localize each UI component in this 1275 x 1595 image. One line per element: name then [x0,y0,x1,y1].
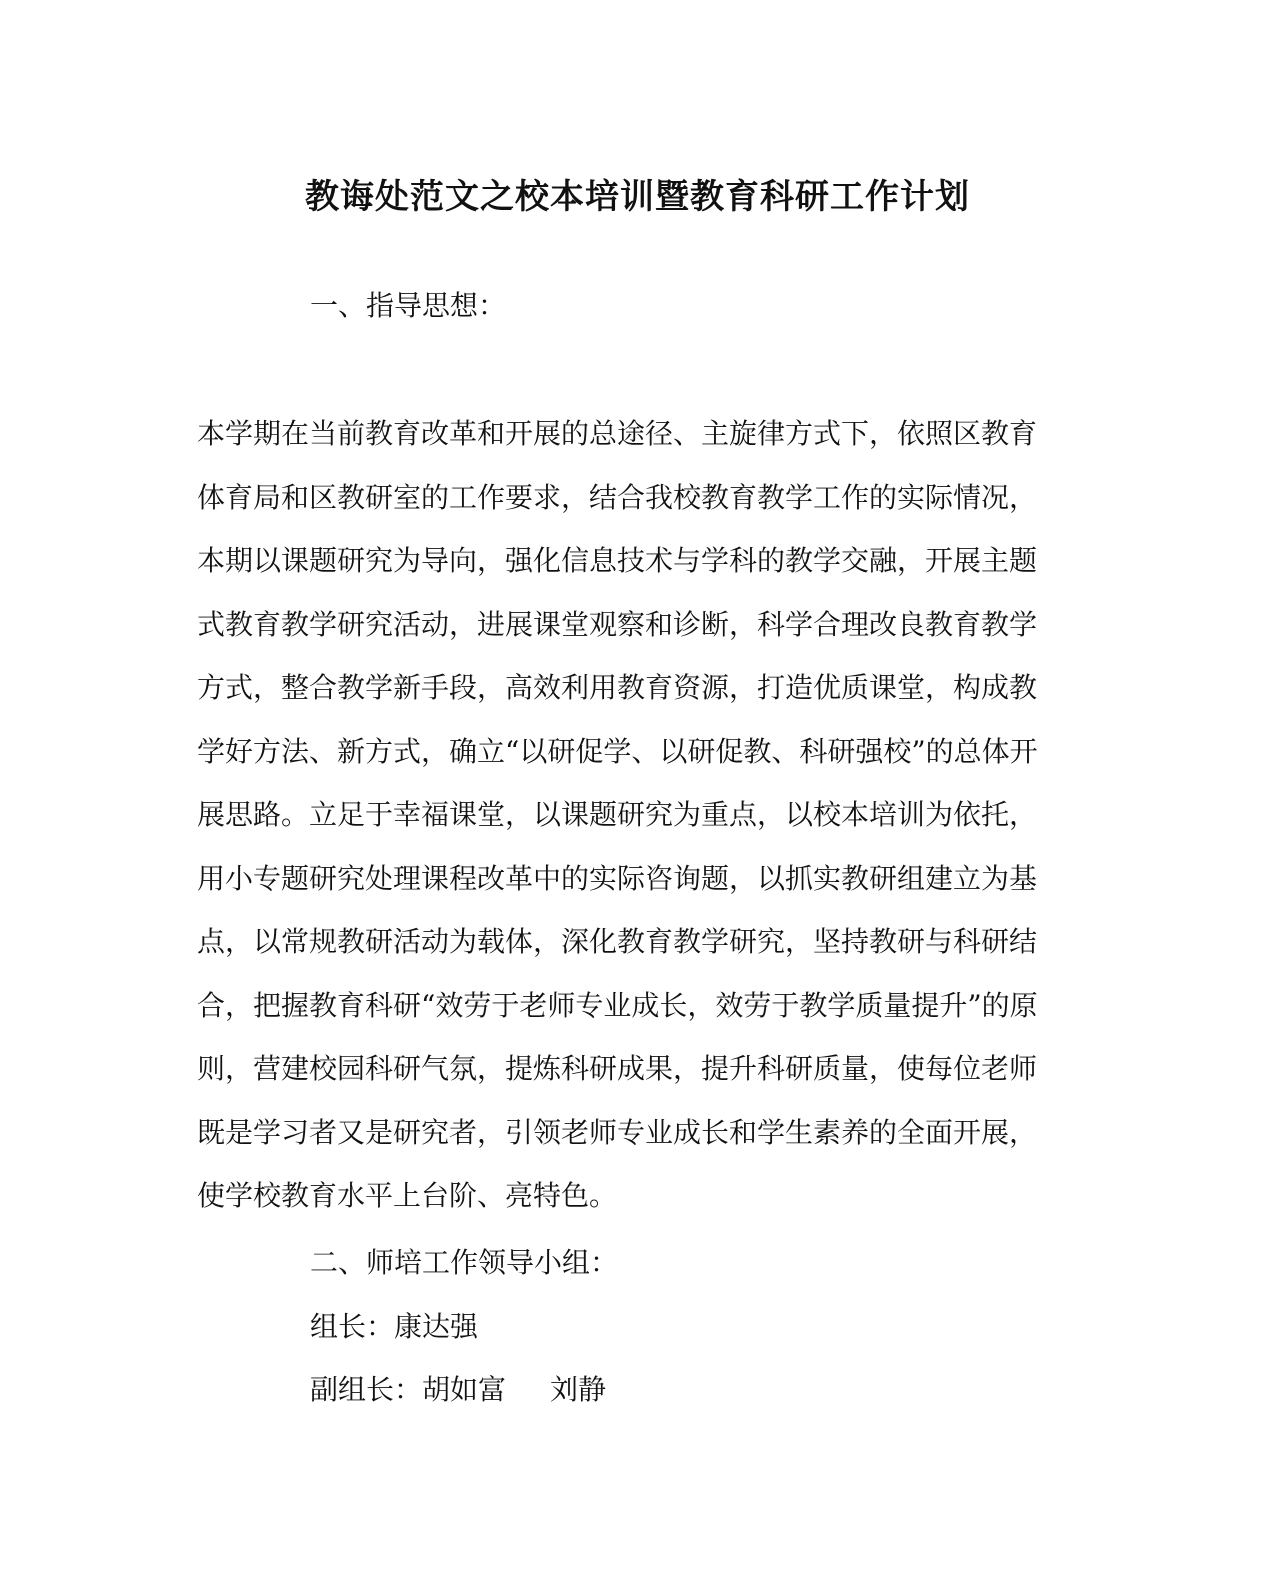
section-heading-leadership-group: 二、师培工作领导小组： [310,1246,619,1279]
paragraph-line: 学好方法、新方式，确立“以研促学、以研促教、科研强校”的总体开 [197,735,1038,768]
section-heading-guiding-ideology: 一、指导思想： [310,289,507,322]
paragraph-line: 既是学习者又是研究者，引领老师专业成长和学生素养的全面开展， [197,1116,1038,1149]
leader-name: 康达强 [394,1310,479,1343]
paragraph-line: 展思路。立足于幸福课堂，以课题研究为重点，以校本培训为依托， [197,798,1038,831]
paragraph-line: 点，以常规教研活动为载体，深化教育教学研究，坚持教研与科研结 [197,925,1038,958]
paragraph-line: 使学校教育水平上台阶、亮特色。 [197,1179,618,1212]
deputy-leader-name-1: 胡如富 [422,1373,507,1406]
paragraph-line: 合，把握教育科研“效劳于老师专业成长，效劳于教学质量提升”的原 [197,989,1038,1022]
paragraph-line: 本期以课题研究为导向，强化信息技术与学科的教学交融，开展主题 [197,544,1038,577]
deputy-leader-row [310,1370,606,1410]
paragraph-line: 则，营建校园科研气氛，提炼科研成果，提升科研质量，使每位老师 [197,1052,1038,1085]
document-title: 教诲处范文之校本培训暨教育科研工作计划 [305,177,970,217]
deputy-leader-name-2: 刘静 [550,1373,607,1406]
paragraph-line: 本学期在当前教育改革和开展的总途径、主旋律方式下，依照区教育 [197,417,1038,450]
paragraph-line: 用小专题研究处理课程改革中的实际咨询题，以抓实教研组建立为基 [197,862,1038,895]
deputy-leader-label: 副组长： [310,1373,423,1406]
paragraph-line: 体育局和区教研室的工作要求，结合我校教育教学工作的实际情况， [197,481,1038,514]
leader-label: 组长： [310,1310,395,1343]
paragraph-line: 方式，整合教学新手段，高效利用教育资源，打造优质课堂，构成教 [197,671,1038,704]
paragraph-line: 式教育教学研究活动，进展课堂观察和诊断，科学合理改良教育教学 [197,608,1038,641]
leader-row [310,1307,478,1347]
